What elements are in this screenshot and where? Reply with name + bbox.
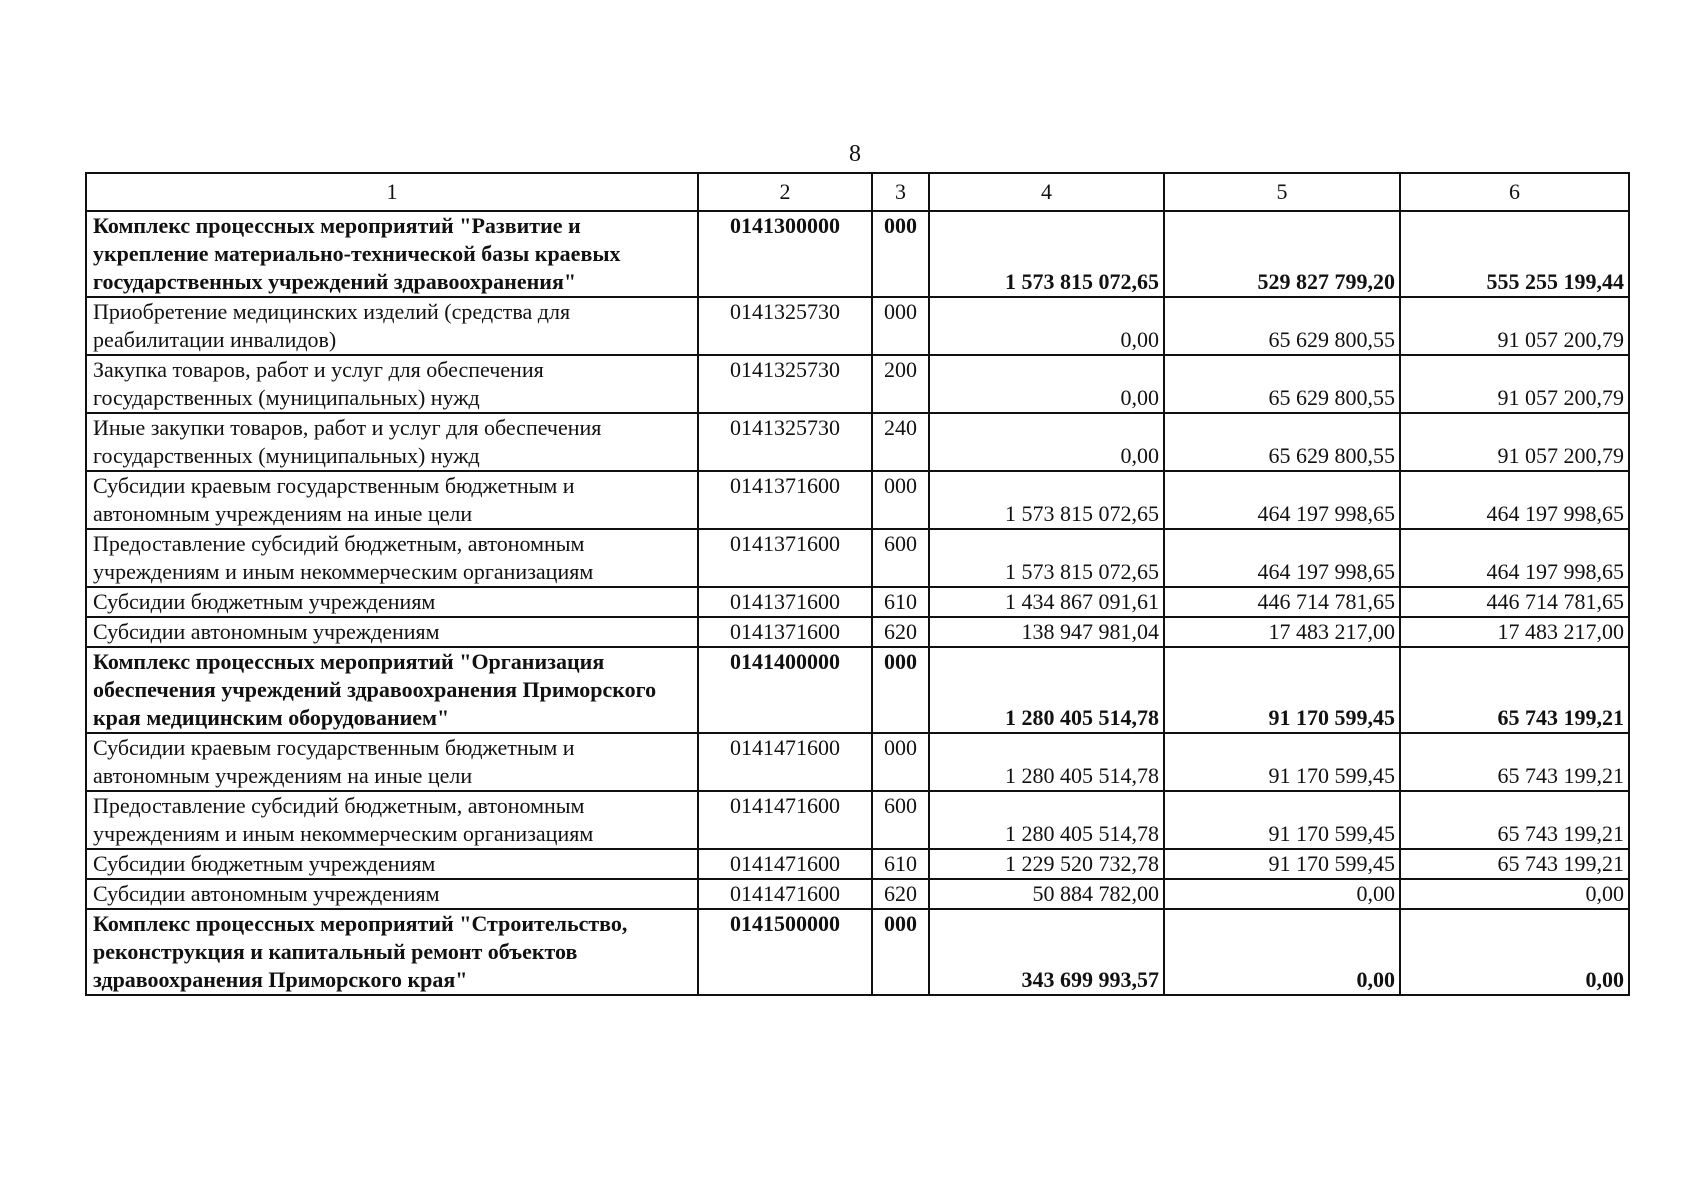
table-row bbox=[86, 529, 1629, 587]
expense-kind-cell: 600 bbox=[872, 791, 929, 849]
expense-name-cell: Иные закупки товаров, работ и услуг для обеспечения государственных (муниципальных) нужд bbox=[86, 413, 698, 471]
expense-kind-cell: 000 bbox=[872, 733, 929, 791]
amount-col5-cell: 65 629 800,55 bbox=[1164, 355, 1400, 413]
amount-col6-cell: 0,00 bbox=[1400, 909, 1629, 995]
amount-col4-cell: 1 434 867 091,61 bbox=[929, 587, 1164, 617]
table-row bbox=[86, 733, 1629, 791]
expense-kind-cell: 600 bbox=[872, 529, 929, 587]
table-row bbox=[86, 587, 1629, 617]
expense-name-cell: Субсидии краевым государственным бюджетным и автономным учреждениям на иные цели bbox=[86, 471, 698, 529]
table-row bbox=[86, 617, 1629, 647]
target-code-cell: 0141300000 bbox=[698, 211, 872, 297]
amount-col4-cell: 0,00 bbox=[929, 413, 1164, 471]
amount-col6-cell: 65 743 199,21 bbox=[1400, 647, 1629, 733]
amount-col4-cell: 1 573 815 072,65 bbox=[929, 471, 1164, 529]
amount-col5-cell: 17 483 217,00 bbox=[1164, 617, 1400, 647]
target-code-cell: 0141325730 bbox=[698, 413, 872, 471]
target-code-cell: 0141471600 bbox=[698, 733, 872, 791]
amount-col6-cell: 91 057 200,79 bbox=[1400, 355, 1629, 413]
expense-kind-cell: 000 bbox=[872, 297, 929, 355]
amount-col6-cell: 65 743 199,21 bbox=[1400, 849, 1629, 879]
amount-col4-cell: 0,00 bbox=[929, 355, 1164, 413]
amount-col6-cell: 555 255 199,44 bbox=[1400, 211, 1629, 297]
table-group-row bbox=[86, 647, 1629, 733]
table-row bbox=[86, 297, 1629, 355]
target-code-cell: 0141371600 bbox=[698, 617, 872, 647]
amount-col4-cell: 1 280 405 514,78 bbox=[929, 791, 1164, 849]
budget-table bbox=[85, 172, 1630, 996]
amount-col4-cell: 1 229 520 732,78 bbox=[929, 849, 1164, 879]
expense-kind-cell: 000 bbox=[872, 909, 929, 995]
target-code-cell: 0141471600 bbox=[698, 849, 872, 879]
expense-name-cell: Субсидии автономным учреждениям bbox=[86, 879, 698, 909]
expense-kind-cell: 610 bbox=[872, 849, 929, 879]
column-number: 6 bbox=[1400, 173, 1629, 211]
amount-col4-cell: 138 947 981,04 bbox=[929, 617, 1164, 647]
amount-col6-cell: 0,00 bbox=[1400, 879, 1629, 909]
amount-col6-cell: 464 197 998,65 bbox=[1400, 529, 1629, 587]
expense-kind-cell: 000 bbox=[872, 211, 929, 297]
expense-name-cell: Предоставление субсидий бюджетным, автономным учреждениям и иным некоммерческим организациям bbox=[86, 791, 698, 849]
table-row bbox=[86, 879, 1629, 909]
expense-name-cell: Комплекс процессных мероприятий "Строительство, реконструкция и капитальный ремонт объектов здравоохранения Приморского края" bbox=[86, 909, 698, 995]
expense-name-cell: Закупка товаров, работ и услуг для обеспечения государственных (муниципальных) нужд bbox=[86, 355, 698, 413]
expense-name-cell: Комплекс процессных мероприятий "Развитие и укрепление материально-технической базы краевых государственных учреждений здравоохранения" bbox=[86, 211, 698, 297]
amount-col6-cell: 17 483 217,00 bbox=[1400, 617, 1629, 647]
amount-col6-cell: 65 743 199,21 bbox=[1400, 733, 1629, 791]
expense-kind-cell: 610 bbox=[872, 587, 929, 617]
expense-kind-cell: 000 bbox=[872, 647, 929, 733]
target-code-cell: 0141471600 bbox=[698, 879, 872, 909]
target-code-cell: 0141400000 bbox=[698, 647, 872, 733]
table-row bbox=[86, 849, 1629, 879]
amount-col6-cell: 91 057 200,79 bbox=[1400, 413, 1629, 471]
amount-col4-cell: 0,00 bbox=[929, 297, 1164, 355]
target-code-cell: 0141325730 bbox=[698, 355, 872, 413]
amount-col5-cell: 464 197 998,65 bbox=[1164, 529, 1400, 587]
expense-name-cell: Субсидии краевым государственным бюджетным и автономным учреждениям на иные цели bbox=[86, 733, 698, 791]
column-number-row bbox=[86, 173, 1629, 211]
target-code-cell: 0141371600 bbox=[698, 471, 872, 529]
expense-name-cell: Предоставление субсидий бюджетным, автономным учреждениям и иным некоммерческим организациям bbox=[86, 529, 698, 587]
amount-col5-cell: 0,00 bbox=[1164, 909, 1400, 995]
amount-col6-cell: 464 197 998,65 bbox=[1400, 471, 1629, 529]
expense-name-cell: Приобретение медицинских изделий (средства для реабилитации инвалидов) bbox=[86, 297, 698, 355]
amount-col5-cell: 91 170 599,45 bbox=[1164, 733, 1400, 791]
amount-col5-cell: 446 714 781,65 bbox=[1164, 587, 1400, 617]
expense-kind-cell: 000 bbox=[872, 471, 929, 529]
table-row bbox=[86, 471, 1629, 529]
amount-col5-cell: 91 170 599,45 bbox=[1164, 647, 1400, 733]
amount-col6-cell: 446 714 781,65 bbox=[1400, 587, 1629, 617]
page-number: 8 bbox=[849, 141, 861, 167]
target-code-cell: 0141325730 bbox=[698, 297, 872, 355]
table-body bbox=[86, 173, 1629, 995]
amount-col4-cell: 1 573 815 072,65 bbox=[929, 529, 1164, 587]
amount-col4-cell: 1 280 405 514,78 bbox=[929, 733, 1164, 791]
expense-name-cell: Субсидии автономным учреждениям bbox=[86, 617, 698, 647]
target-code-cell: 0141500000 bbox=[698, 909, 872, 995]
target-code-cell: 0141371600 bbox=[698, 529, 872, 587]
amount-col5-cell: 0,00 bbox=[1164, 879, 1400, 909]
expense-kind-cell: 620 bbox=[872, 617, 929, 647]
amount-col5-cell: 464 197 998,65 bbox=[1164, 471, 1400, 529]
column-number: 2 bbox=[698, 173, 872, 211]
table-group-row bbox=[86, 211, 1629, 297]
table-row bbox=[86, 791, 1629, 849]
amount-col4-cell: 343 699 993,57 bbox=[929, 909, 1164, 995]
column-number: 3 bbox=[872, 173, 929, 211]
amount-col4-cell: 1 280 405 514,78 bbox=[929, 647, 1164, 733]
amount-col5-cell: 65 629 800,55 bbox=[1164, 413, 1400, 471]
amount-col5-cell: 91 170 599,45 bbox=[1164, 849, 1400, 879]
amount-col4-cell: 1 573 815 072,65 bbox=[929, 211, 1164, 297]
amount-col5-cell: 65 629 800,55 bbox=[1164, 297, 1400, 355]
expense-kind-cell: 240 bbox=[872, 413, 929, 471]
amount-col6-cell: 65 743 199,21 bbox=[1400, 791, 1629, 849]
column-number: 1 bbox=[86, 173, 698, 211]
table-row bbox=[86, 413, 1629, 471]
column-number: 4 bbox=[929, 173, 1164, 211]
expense-kind-cell: 200 bbox=[872, 355, 929, 413]
target-code-cell: 0141471600 bbox=[698, 791, 872, 849]
amount-col5-cell: 91 170 599,45 bbox=[1164, 791, 1400, 849]
amount-col6-cell: 91 057 200,79 bbox=[1400, 297, 1629, 355]
expense-kind-cell: 620 bbox=[872, 879, 929, 909]
expense-name-cell: Субсидии бюджетным учреждениям bbox=[86, 849, 698, 879]
target-code-cell: 0141371600 bbox=[698, 587, 872, 617]
amount-col5-cell: 529 827 799,20 bbox=[1164, 211, 1400, 297]
expense-name-cell: Комплекс процессных мероприятий "Организация обеспечения учреждений здравоохранения Приморского края медицинским оборудованием" bbox=[86, 647, 698, 733]
expense-name-cell: Субсидии бюджетным учреждениям bbox=[86, 587, 698, 617]
column-number: 5 bbox=[1164, 173, 1400, 211]
amount-col4-cell: 50 884 782,00 bbox=[929, 879, 1164, 909]
table-row bbox=[86, 355, 1629, 413]
table-group-row bbox=[86, 909, 1629, 995]
